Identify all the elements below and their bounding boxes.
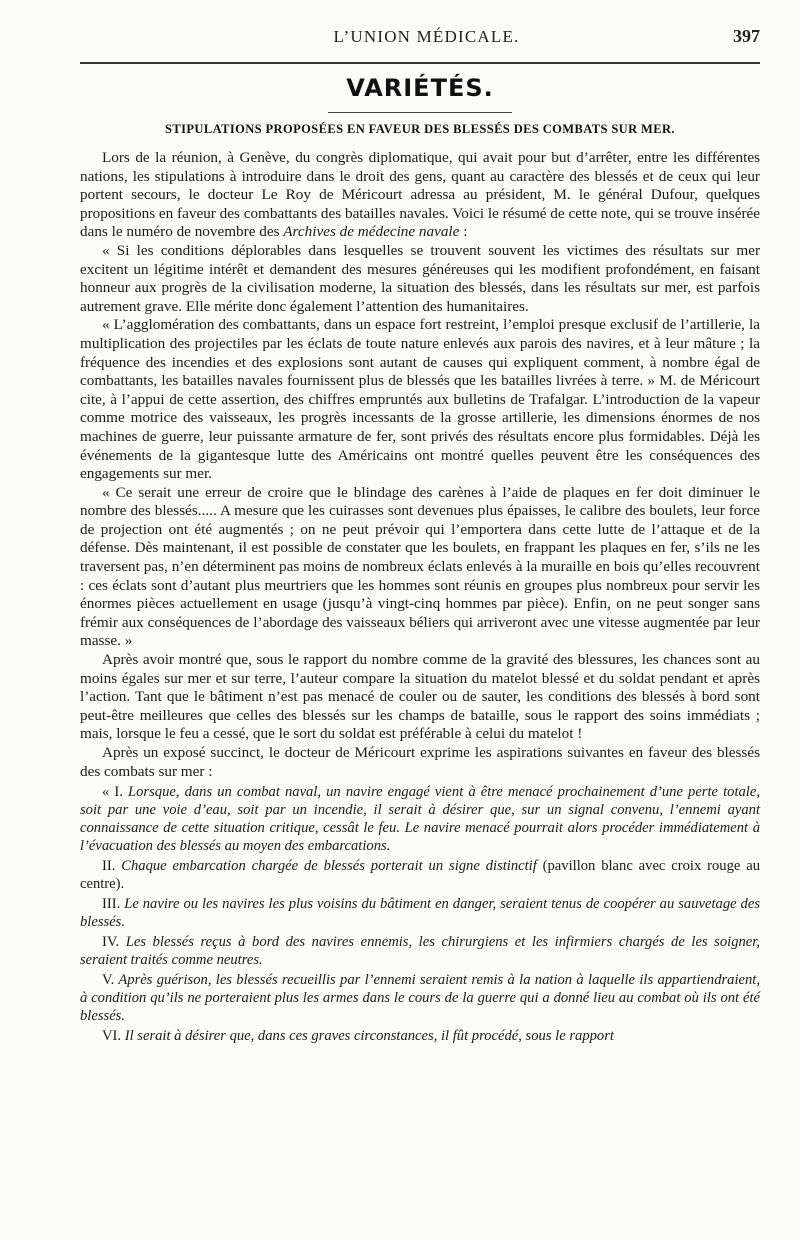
stipulation-number: VI. (102, 1028, 122, 1045)
stipulation-item (80, 783, 760, 855)
stipulation-number: « I. (102, 784, 123, 801)
section-rule (328, 112, 512, 113)
article-title: STIPULATIONS PROPOSÉES EN FAVEUR DES BLESSÉS DES COMBATS SUR MER. (165, 122, 675, 136)
page-header (80, 26, 760, 56)
page-number: 397 (733, 26, 760, 46)
section-title: VARIÉTÉS. (346, 74, 494, 102)
header-rule (80, 62, 760, 64)
paragraph-text: : (459, 223, 468, 241)
journal-title: Archives de médecine navale (283, 223, 460, 241)
stipulation-item (80, 895, 760, 931)
stipulation-text: Lorsque, dans un combat naval, un navire engagé vient à être menacé prochainement d’une perte totale, soit par une voie d’eau, soit par un incendie, il serait à désirer que, sur un signal convenu, l’ennemi ayant connaissance de cette situation critique, cessât le feu. Le navire menacé pourrait alors procéder immédiatement à l’évacuation des blessés au moyen des embarcations. (80, 784, 760, 855)
stipulation-text: Il serait à désirer que, dans ces graves circonstances, il fût procédé, sous le rapport (124, 1028, 614, 1045)
stipulation-item (80, 971, 760, 1025)
paragraph: « L’agglomération des combattants, dans un espace fort restreint, l’emploi presque exclusif de l’artillerie, la multiplication des projectiles par les éclats de toute nature enlevés aux parois des navires, et à leur mâture ; la fréquence des incendies et des explosions sont autant de causes qui expliquent comment, à nombre égal de combattants, les batailles navales fournissent plus de blessés que les batailles livrées à terre. » M. de Méricourt cite, à l’appui de cette assertion, des chiffres empruntés aux bulletins de Trafalgar. L’introduction de la vapeur comme motrice des vaisseaux, les progrès incessants de la grosse artillerie, les dimensions énormes de nos machines de guerre, leur puissante armature de fer, sont privés des résultats encore plus formidables. Déjà les événements de la gigantesque lutte des Américains ont montré quelles peuvent être les conséquences des engagements sur mer. (80, 316, 760, 483)
stipulation-text: Le navire ou les navires les plus voisins du bâtiment en danger, seraient tenus de coopérer au sauvetage des blessés. (80, 896, 760, 931)
paragraph: Après avoir montré que, sous le rapport du nombre comme de la gravité des blessures, les chances sont au moins égales sur mer et sur terre, l’auteur compare la situation du matelot blessé et du soldat pendant et après l’action. Tant que le bâtiment n’est pas menacé de couler ou de sauter, les conditions des blessés à bord sont peut-être meilleures que celles des blessés sur les champs de bataille, sous le rapport des soins immédiats ; mais, lorsque le feu a cessé, que le sort du soldat est préférable à celui du matelot ! (80, 651, 760, 743)
stipulation-text-tail: (pavillon blanc avec croix rouge au centre). (80, 858, 760, 893)
stipulation-item (80, 1027, 760, 1045)
stipulation-number: V. (102, 972, 115, 989)
paragraph-text: Lors de la réunion, à Genève, du congrès diplomatique, qui avait pour but d’arrêter, entre les différentes nations, les stipulations à introduire dans le droit des gens, quant au caractère des blessés et de ceux qui leur portent secours, le docteur Le Roy de Méricourt adressa au président, M. le général Dufour, quelques propositions en faveur des combattants des batailles navales. Voici le résumé de cette note, qui se trouve insérée dans le numéro de novembre des (80, 149, 760, 241)
stipulation-item (80, 857, 760, 893)
article-body (80, 149, 760, 1045)
stipulation-text: Les blessés reçus à bord des navires ennemis, les chirurgiens et les infirmiers chargés de les soigner, seraient traités comme neutres. (80, 934, 760, 969)
stipulation-text: Après guérison, les blessés recueillis par l’ennemi seraient remis à la nation à laquelle ils appartiendraient, à condition qu’ils ne porteraient plus les armes dans le cours de la guerre qui a donné lieu au combat où ils ont été blessés. (80, 972, 761, 1025)
paragraph (80, 149, 760, 242)
running-title: L’UNION MÉDICALE. (333, 27, 520, 46)
stipulation-number: IV. (102, 934, 120, 951)
stipulation-item (80, 933, 760, 969)
paragraph: « Ce serait une erreur de croire que le blindage des carènes à l’aide de plaques en fer doit diminuer le nombre des blessés..... A mesure que les cuirasses sont devenues plus épaisses, le calibre des boulets, leur force de projection ont été augmentés ; on ne peut prévoir qui l’emportera dans cette lutte de l’attaque et de la défense. Dès maintenant, il est possible de constater que les boulets, en frappant les plaques en fer, s’ils ne les traversent pas, n’en déterminent pas moins de nombreux éclats enlevés à la muraille en bois qu’elles recouvrent : ces éclats sont d’autant plus meurtriers que les hommes sont réunis en groupes plus nombreux pour servir les énormes pièces actuellement en usage (jusqu’à vingt-cinq hommes par pièce). Enfin, on ne peut songer sans frémir aux conséquences de l’abordage des vaisseaux béliers qui arriveront avec une vitesse augmentée par leur masse. » (80, 483, 760, 650)
stipulation-number: II. (102, 858, 116, 875)
paragraph: Après un exposé succinct, le docteur de Méricourt exprime les aspirations suivantes en faveur des blessés des combats sur mer : (80, 744, 760, 780)
stipulation-number: III. (102, 896, 121, 913)
paragraph: « Si les conditions déplorables dans lesquelles se trouvent souvent les victimes des résultats sur mer excitent un légitime intérêt et demandent des mesures généreuses qui les modifient profondément, en faisant honneur aux progrès de la civilisation moderne, la situation des blessés, dans les résultats sur mer, est parfois autrement grave. Elle mérite donc également l’attention des humanitaires. (80, 241, 760, 315)
stipulation-text: Chaque embarcation chargée de blessés porterait un signe distinctif (121, 858, 537, 875)
